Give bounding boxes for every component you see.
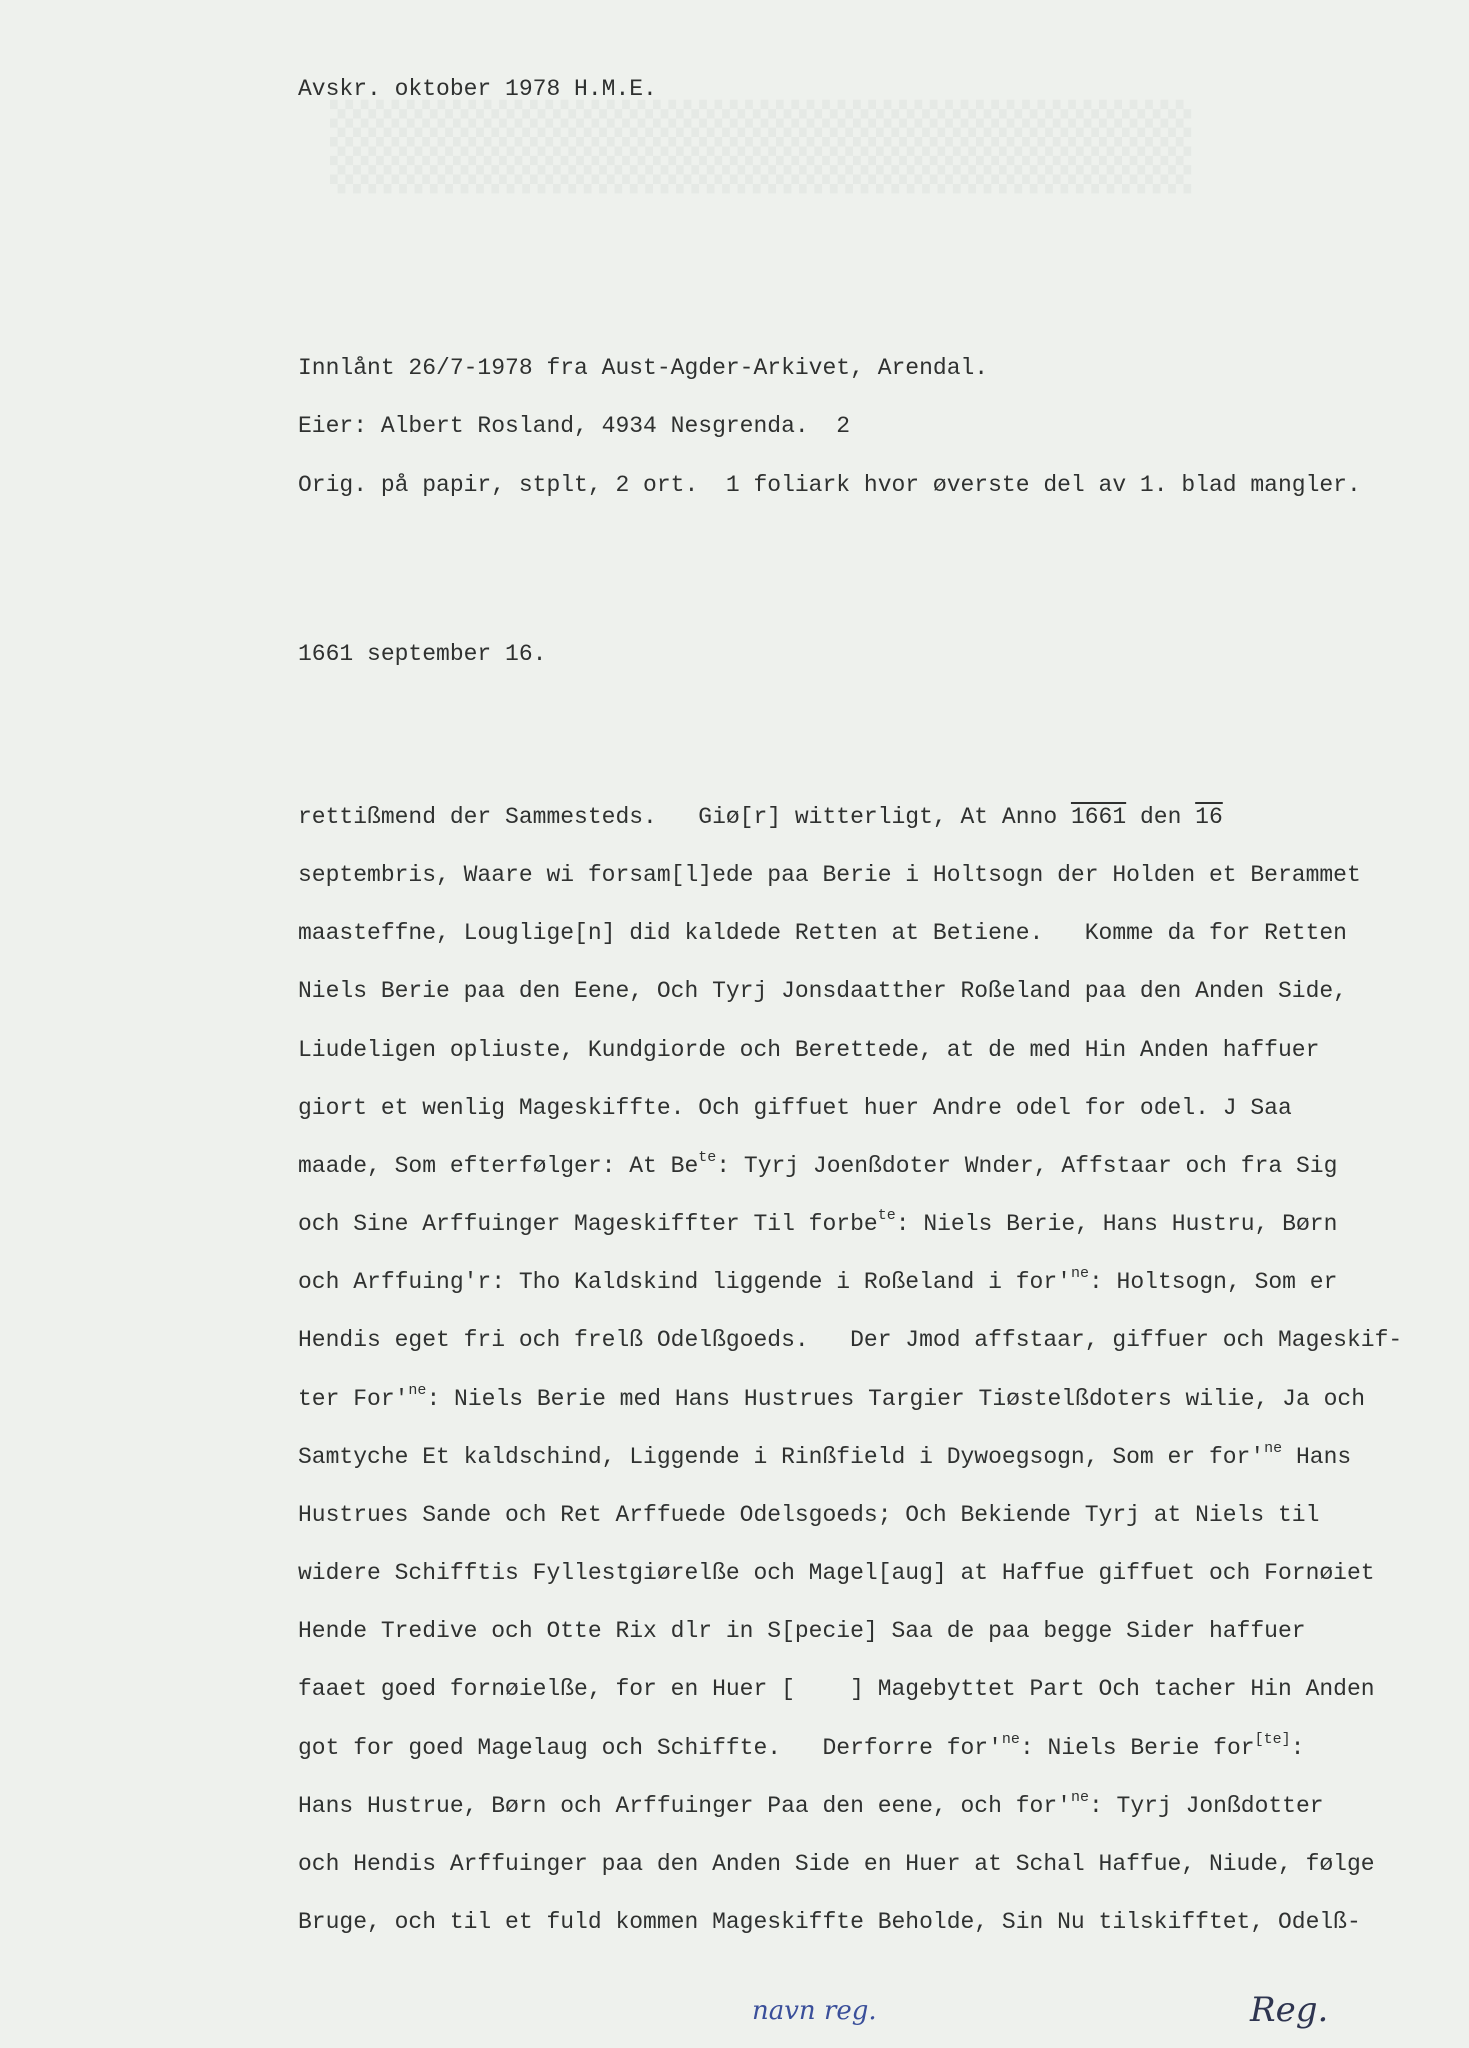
body-text: got for goed Magelaug och Schiffte. Derforre for': [298, 1735, 1002, 1761]
body-text: den: [1126, 804, 1196, 830]
body-text: rettißmend der Sammesteds. Giø[r] witterligt, At Anno: [298, 804, 1071, 830]
superscript: te: [877, 1207, 896, 1224]
body-text: ter For': [298, 1386, 409, 1412]
body-line-12: [298, 1440, 1352, 1470]
body-line-3: maasteffne, Louglige[n] did kaldede Retten at Betiene. Komme da for Retten: [298, 920, 1347, 946]
superscript: [te]: [1254, 1731, 1291, 1748]
loan-note: Innlånt 26/7-1978 fra Aust-Agder-Arkivet, Arendal.: [298, 355, 989, 381]
body-line-14: widere Schifftis Fyllestgiørelße och Magel[aug] at Haffue giffuet och Fornøiet: [298, 1560, 1375, 1586]
body-line-6: giort et wenlig Mageskiffte. Och giffuet huer Andre odel for odel. J Saa: [298, 1095, 1292, 1121]
superscript: ne: [1001, 1731, 1020, 1748]
body-text: och Sine Arffuinger Mageskiffter Til forbe: [298, 1211, 878, 1237]
body-text: : Tyrj Jonßdotter: [1088, 1793, 1324, 1819]
body-line-20: Bruge, och til et fuld kommen Mageskiffte Beholde, Sin Nu tilskifftet, Odelß-: [298, 1909, 1361, 1935]
body-text: : Holtsogn, Som er: [1088, 1269, 1338, 1295]
body-text: maade, Som efterfølger: At Be: [298, 1153, 699, 1179]
body-text: och Arffuing'r: Tho Kaldskind liggende i Roßeland i for': [298, 1269, 1071, 1295]
body-line-1: [298, 806, 1223, 829]
body-text: : Tyrj Joenßdoter Wnder, Affstaar och fra Sig: [716, 1153, 1338, 1179]
body-line-10: Hendis eget fri och frelß Odelßgoeds. Der Jmod affstaar, giffuer och Mageskif-: [298, 1327, 1403, 1353]
body-text: Hans Hustrue, Børn och Arffuinger Paa den eene, och for': [298, 1793, 1071, 1819]
handwritten-annotation-left: navn reg.: [752, 1996, 877, 2026]
body-line-18: [298, 1789, 1324, 1819]
year-overlined: 1661: [1070, 804, 1127, 830]
body-line-15: Hende Tredive och Otte Rix dlr in S[pecie] Saa de paa begge Sider haffuer: [298, 1618, 1306, 1644]
superscript: ne: [1264, 1440, 1283, 1457]
bleed-through-mark: ▒▒▒▒▒▒▒▒▒▒▒▒▒▒: [330, 100, 1192, 193]
superscript: ne: [1070, 1265, 1089, 1282]
body-line-19: och Hendis Arffuinger paa den Anden Side en Huer at Schal Haffue, Niude, følge: [298, 1851, 1375, 1877]
body-text: Samtyche Et kaldschind, Liggende i Rinßfield i Dywoegsogn, Som er for': [298, 1444, 1265, 1470]
transcription-note: Avskr. oktober 1978 H.M.E.: [298, 76, 657, 102]
owner-number: 2: [836, 413, 851, 439]
owner-text: Eier: Albert Rosland, 4934 Nesgrenda.: [298, 413, 809, 439]
body-line-4: Niels Berie paa den Eene, Och Tyrj Jonsdaatther Roßeland paa den Anden Side,: [298, 978, 1347, 1004]
day-overlined: 16: [1195, 804, 1223, 830]
document-date: 1661 september 16.: [298, 641, 547, 667]
owner-note: [298, 415, 850, 438]
body-text: : Niels Berie, Hans Hustru, Børn: [895, 1211, 1338, 1237]
body-line-8: [298, 1207, 1338, 1237]
body-text: : Niels Berie for: [1019, 1735, 1255, 1761]
superscript: ne: [408, 1382, 427, 1399]
superscript: ne: [1070, 1789, 1089, 1806]
body-line-11: [298, 1382, 1365, 1412]
body-line-16: faaet goed fornøielße, for en Huer [ ] Magebyttet Part Och tacher Hin Anden: [298, 1676, 1375, 1702]
original-note: Orig. på papir, stplt, 2 ort. 1 foliark hvor øverste del av 1. blad mangler.: [298, 472, 1361, 498]
body-line-13: Hustrues Sande och Ret Arffuede Odelsgoeds; Och Bekiende Tyrj at Niels til: [298, 1502, 1320, 1528]
body-text: :: [1290, 1735, 1305, 1761]
body-text: : Niels Berie med Hans Hustrues Targier Tiøstelßdoters wilie, Ja och: [426, 1386, 1365, 1412]
body-line-9: [298, 1265, 1338, 1295]
handwritten-annotation-right: Reg.: [1250, 1990, 1329, 2030]
body-text: Hans: [1282, 1444, 1352, 1470]
body-line-7: [298, 1149, 1338, 1179]
body-line-5: Liudeligen opliuste, Kundgiorde och Berettede, at de med Hin Anden haffuer: [298, 1037, 1320, 1063]
body-line-2: septembris, Waare wi forsam[l]ede paa Berie i Holtsogn der Holden et Berammet: [298, 862, 1361, 888]
body-line-17: [298, 1731, 1305, 1761]
superscript: te: [698, 1149, 717, 1166]
